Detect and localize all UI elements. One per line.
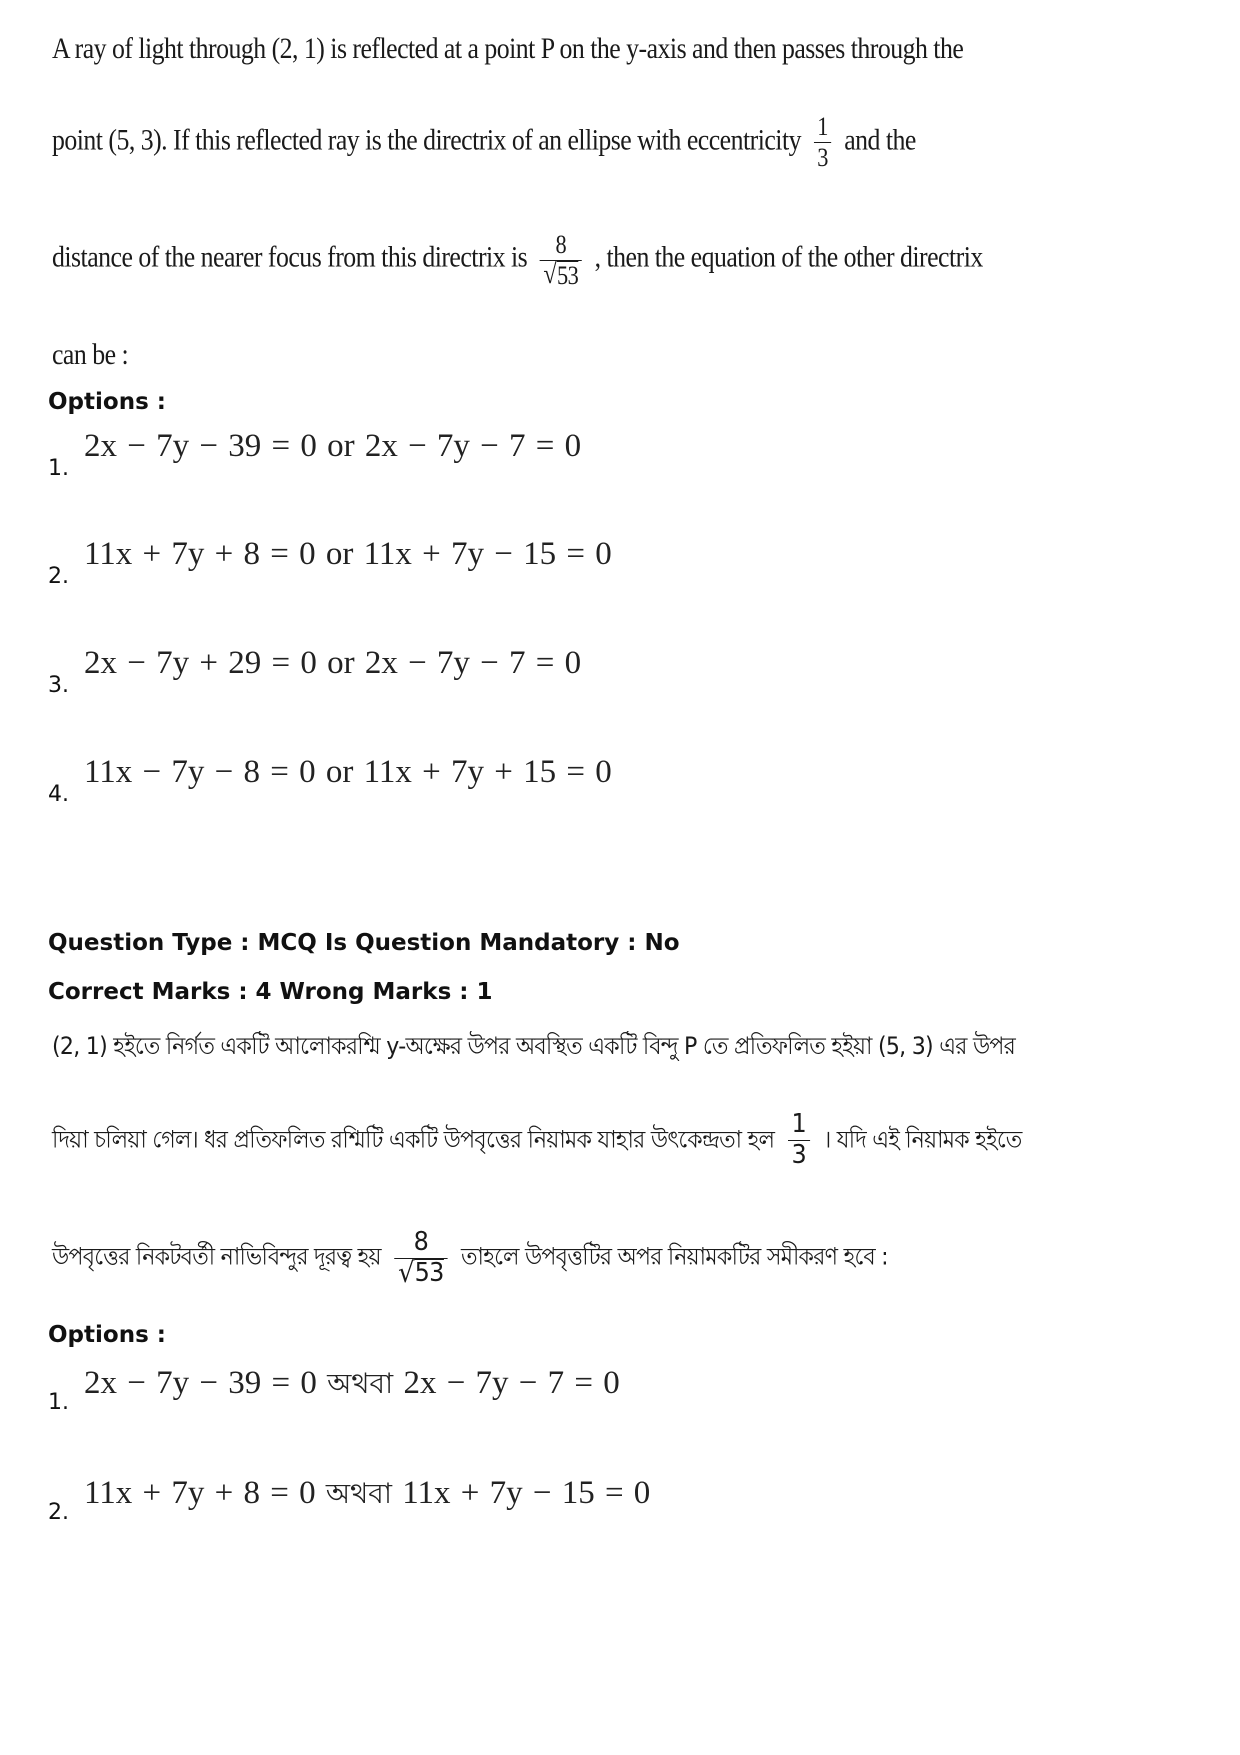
option-3-equation[interactable]: 2x − 7y + 29 = 0 or 2x − 7y − 7 = 0 [84, 645, 582, 681]
question-type-line: Question Type : MCQ Is Question Mandatory : No [48, 930, 680, 956]
or-word: অথবা [327, 1367, 394, 1400]
option-1-equation[interactable]: 2x − 7y − 39 = 0 or 2x − 7y − 7 = 0 [84, 428, 582, 464]
sqrt-symbol: √ [543, 258, 557, 290]
fraction-numerator: 8 [413, 1227, 429, 1257]
or-word: অথবা [325, 1477, 392, 1510]
fraction-numerator: 8 [555, 230, 567, 259]
option-4-equation[interactable]: 11x − 7y − 8 = 0 or 11x + 7y + 15 = 0 [84, 754, 612, 790]
fraction-numerator: 1 [817, 112, 828, 141]
question-text-segment: distance of the nearer focus from this directrix is [52, 240, 528, 274]
question-text-segment: উপবৃত্তের নিকটবর্তী নাভিবিন্দুর দূরত্ব হয় [52, 1242, 381, 1271]
fraction-numerator: 1 [791, 1109, 807, 1139]
sqrt-radicand: 53 [557, 260, 579, 290]
option-number: 4. [48, 782, 69, 807]
question-text-line-4: can be : [52, 338, 129, 371]
equation-a: 11x + 7y + 8 = 0 [84, 1475, 316, 1511]
distance-fraction [394, 1228, 447, 1287]
marks-line: Correct Marks : 4 Wrong Marks : 1 [48, 979, 493, 1005]
options-label: Options : [48, 1322, 166, 1348]
bengali-question-line-1: (2, 1) হইতে নির্গত একটি আলোকরশ্মি y-অক্ষের উপর অবস্থিত একটি বিন্দু P তে প্রতিফলিত হইয়া (5, 3) এর উপর [52, 1032, 1016, 1060]
sqrt-symbol: √ [398, 1255, 414, 1289]
question-text-line-1: A ray of light through (2, 1) is reflected at a point P on the y-axis and then passes through the [52, 32, 964, 65]
options-label: Options : [48, 389, 166, 415]
option-2-equation[interactable]: 11x + 7y + 8 = 0 or 11x + 7y − 15 = 0 [84, 536, 612, 572]
eccentricity-fraction [814, 112, 832, 173]
bengali-question-line-2 [52, 1109, 1022, 1171]
option-number: 2. [48, 564, 69, 589]
equation-b: 11x + 7y − 15 = 0 [402, 1475, 651, 1511]
eccentricity-fraction [788, 1110, 810, 1171]
option-number: 3. [48, 673, 69, 698]
fraction-denominator: 3 [788, 1140, 810, 1171]
option-number: 2. [48, 1500, 69, 1525]
question-text-segment: point (5, 3). If this reflected ray is the directrix of an ellipse with eccentricity [52, 123, 802, 157]
bengali-option-2-equation[interactable] [84, 1472, 650, 1519]
question-text-segment: দিয়া চলিয়া গেল। ধর প্রতিফলিত রশ্মিটি একটি উপবৃত্তের নিয়ামক যাহার উৎকেন্দ্রতা হল [52, 1125, 775, 1154]
equation-b: 2x − 7y − 7 = 0 [403, 1365, 620, 1401]
question-text-segment: তাহলে উপবৃত্তটির অপর নিয়ামকটির সমীকরণ হবে : [460, 1242, 888, 1271]
sqrt-radicand: 53 [414, 1257, 444, 1288]
bengali-question-line-3 [52, 1227, 888, 1289]
option-number: 1. [48, 1390, 69, 1415]
bengali-option-1-equation[interactable] [84, 1362, 620, 1409]
question-text-line-2 [52, 112, 916, 173]
question-text-segment: and the [844, 123, 916, 157]
distance-fraction [540, 230, 582, 289]
question-text-segment: । যদি এই নিয়ামক হইতে [823, 1125, 1022, 1154]
question-text-line-3 [52, 230, 983, 290]
fraction-denominator: 3 [814, 142, 832, 173]
option-number: 1. [48, 456, 69, 481]
fraction-denominator [394, 1255, 447, 1289]
question-text-segment: , then the equation of the other directrix [594, 240, 983, 274]
equation-a: 2x − 7y − 39 = 0 [84, 1365, 317, 1401]
fraction-denominator [540, 260, 582, 289]
